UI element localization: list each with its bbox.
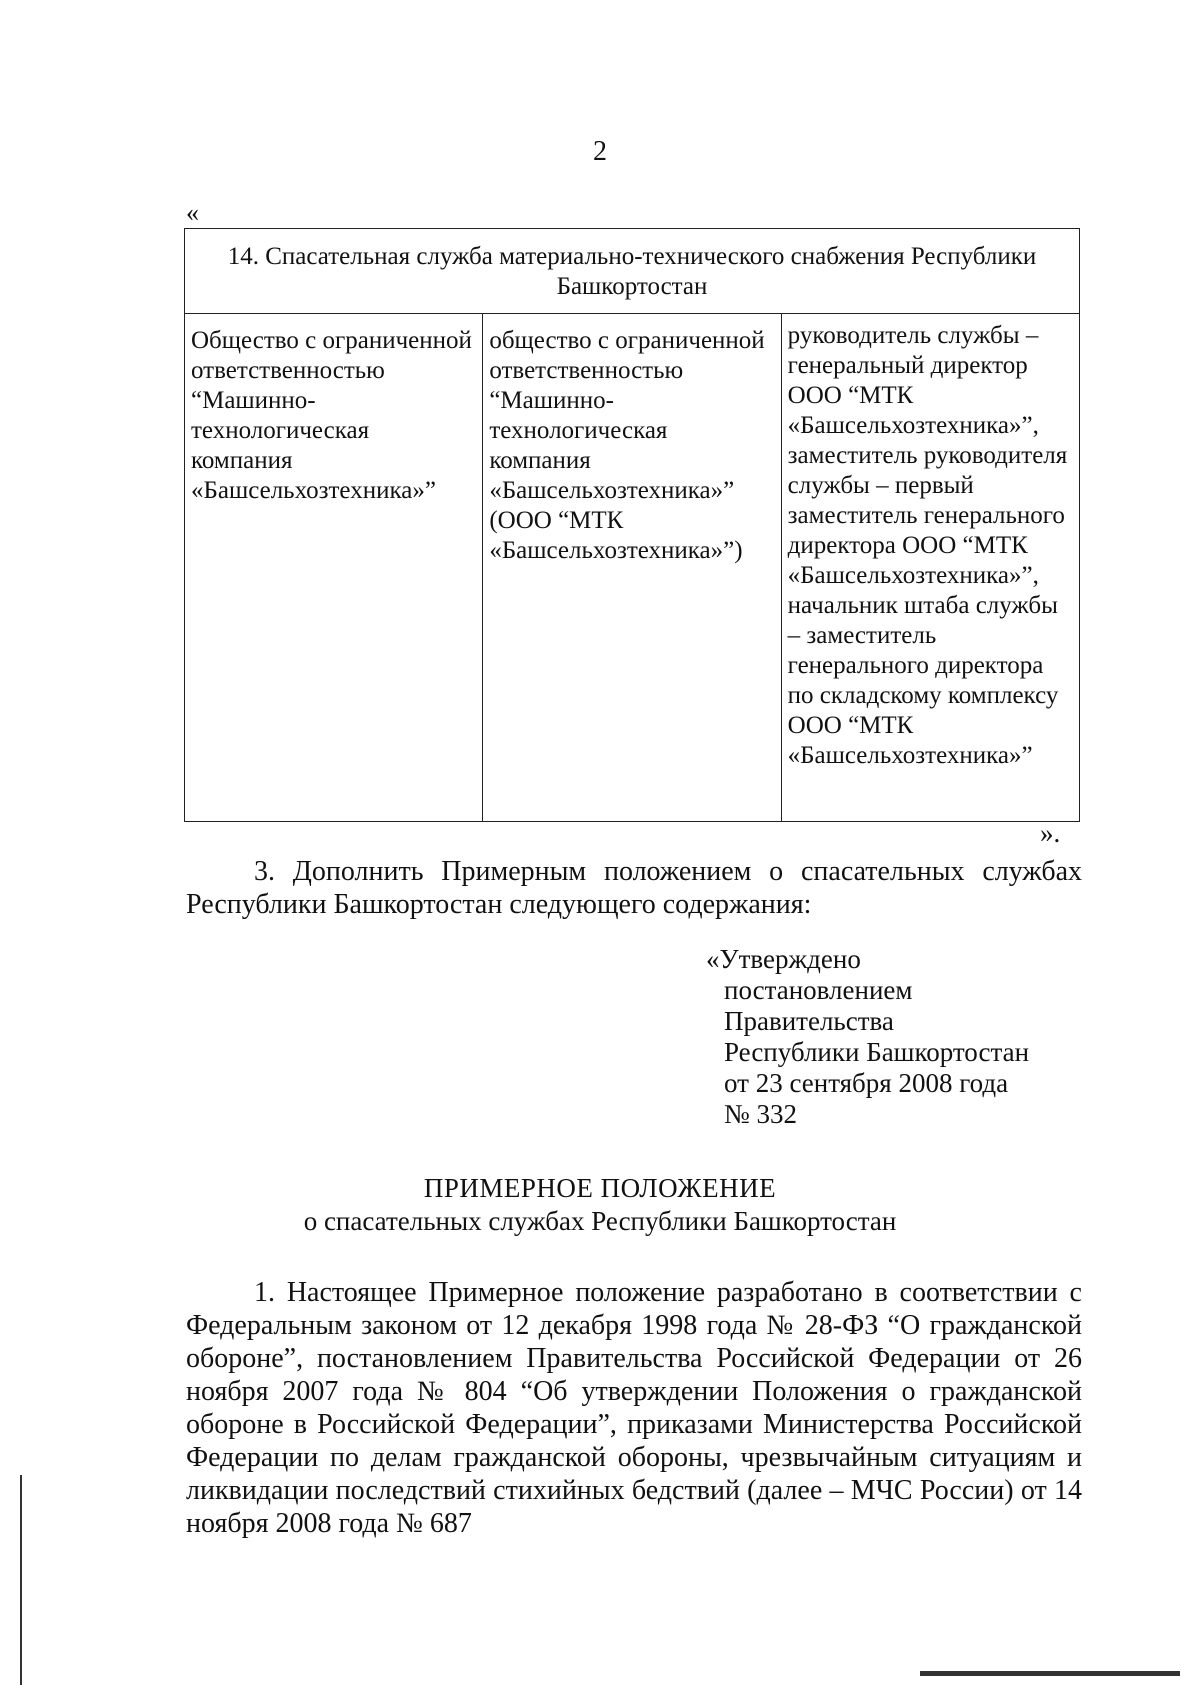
- closing-quote-mark: ».: [1040, 818, 1061, 848]
- organization-cell: Общество с ограниченной ответственностью “Машинно-технологическая компания «Башсельхозтехника»”: [185, 314, 483, 822]
- service-leadership-cell: руководитель службы – генеральный директор ООО “МТК «Башсельхозтехника»”, заместитель руководителя службы – первый заместитель генерального директора ООО “МТК «Башсельхозтехника»”, начальник штаба службы – заместитель генерального директора по складскому комплексу ООО “МТК «Башсельхозтехника»”: [781, 314, 1079, 822]
- table-header-cell: 14. Спасательная служба материально-технического снабжения Республики Башкортостан: [185, 229, 1080, 314]
- approval-stamp-block: [706, 944, 1029, 1130]
- approved-line-5: от 23 сентября 2008 года: [724, 1068, 1009, 1098]
- table-header-row: [185, 229, 1080, 314]
- paragraph-3-text: 3. Дополнить Примерным положением о спасательных службах Республики Башкортостан следующего содержания:: [186, 856, 1082, 920]
- paragraph-1: [186, 1276, 1082, 1540]
- rescue-service-table: [184, 228, 1080, 822]
- approved-line-1: «Утверждено: [706, 944, 861, 974]
- approved-line-4: Республики Башкортостан: [724, 1037, 1030, 1067]
- approved-line-2: постановлением: [724, 975, 913, 1005]
- scan-bottom-edge-line: [920, 1671, 1180, 1676]
- page-number: 2: [593, 136, 607, 167]
- opening-quote-mark: «: [186, 198, 199, 227]
- paragraph-3: [186, 855, 1082, 921]
- document-title: ПРИМЕРНОЕ ПОЛОЖЕНИЕ: [423, 1173, 777, 1203]
- scan-left-edge-line: [20, 1475, 22, 1685]
- organization-short-name-cell: общество с ограниченной ответственностью “Машинно-технологическая компания «Башсельхозтехника»” (ООО “МТК «Башсельхозтехника»”): [483, 314, 781, 822]
- paragraph-1-text: 1. Настоящее Примерное положение разработано в соответствии с Федеральным законом от 12 декабря 1998 года № 28-ФЗ “О гражданской обороне”, постановлением Правительства Российской Федерации от 26 ноября 2007 года № 804 “Об утверждении Положения о гражданской обороне в Российской Федерации”, приказами Министерства Российской Федерации по делам гражданской обороны, чрезвычайным ситуациям и ликвидации последствий стихийных бедствий (далее – МЧС России) от 14 ноября 2008 года № 687: [186, 1277, 1082, 1539]
- document-subtitle: о спасательных службах Республики Башкортостан: [303, 1206, 897, 1236]
- approved-line-6: № 332: [724, 1099, 798, 1129]
- table-row: [185, 314, 1080, 822]
- approved-line-3: Правительства: [724, 1006, 894, 1036]
